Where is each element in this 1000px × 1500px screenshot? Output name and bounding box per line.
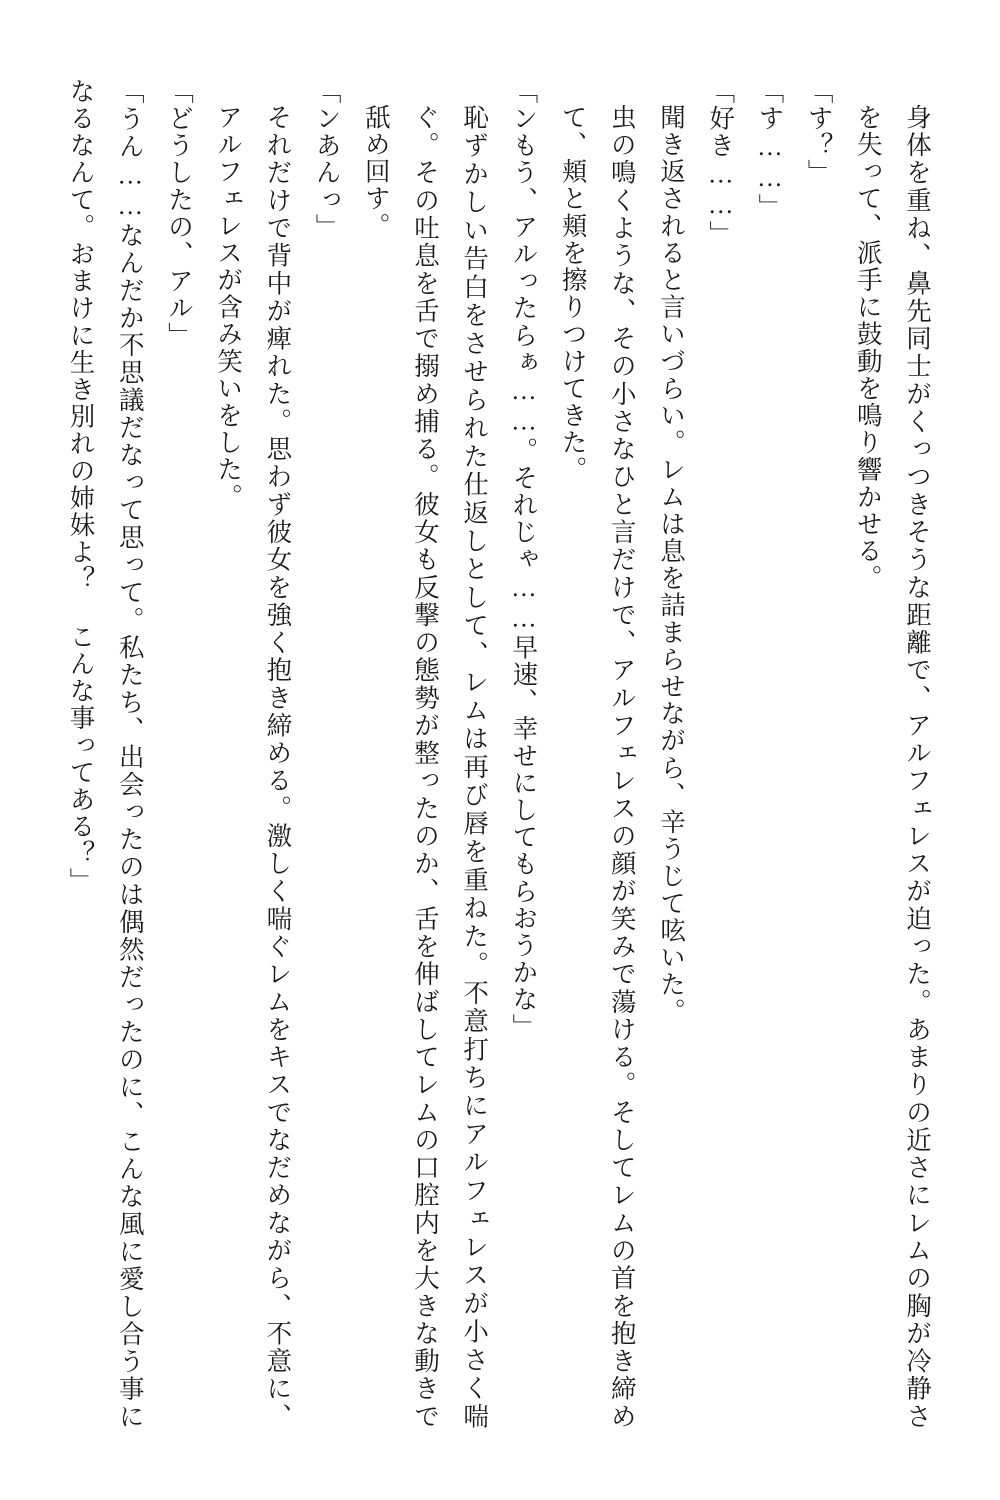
vertical-text-body xyxy=(58,78,942,1430)
paragraph: 「ンあんっ」 xyxy=(312,78,342,241)
paragraph: 恥ずかしい告白をさせられた仕返しとして、レムは再び唇を重ねた。不意打ちにアルフェレスが小さく喘ぐ。その吐息を舌で搦め捕る。彼女も反撃の態勢が整ったのか、舌を伸ばしてレムの口腔内を大きな動きで舐め回す。 xyxy=(361,104,490,1430)
paragraph: 「うん……なんだか不思議だなって思って。私たち、出会ったのは偶然だったのに、こんな風に愛し合う事になるなんて。おまけに生き別れの姉妹よ？ こんな事ってある？」 xyxy=(66,78,145,1430)
paragraph: 「す……」 xyxy=(755,78,785,221)
paragraph: 「ンもう、アルったらぁ……。それじゃ……早速、幸せにしてもらおうかな」 xyxy=(509,78,539,1041)
paragraph: 「好き……」 xyxy=(706,78,736,248)
paragraph: 「どうしたの、アル」 xyxy=(164,78,194,349)
paragraph: 虫の鳴くような、その小さなひと言だけで、アルフェレスの顔が笑みで蕩ける。そしてレムの首を抱き締めて、頬と頬を擦りつけてきた。 xyxy=(558,104,637,1430)
paragraph: 聞き返されると言いづらい。レムは息を詰まらせながら、辛うじて呟いた。 xyxy=(656,104,686,1026)
paragraph: 「す？」 xyxy=(804,78,834,187)
paragraph: それだけで背中が痺れた。思わず彼女を強く抱き締める。激しく喘ぐレムをキスでなだめながら、不意に、アルフェレスが含み笑いをした。 xyxy=(214,104,293,1430)
paragraph: 身体を重ね、鼻先同士がくっつきそうな距離で、アルフェレスが迫った。あまりの近さにレムの胸が冷静さを失って、派手に鼓動を鳴り響かせる。 xyxy=(853,104,932,1430)
